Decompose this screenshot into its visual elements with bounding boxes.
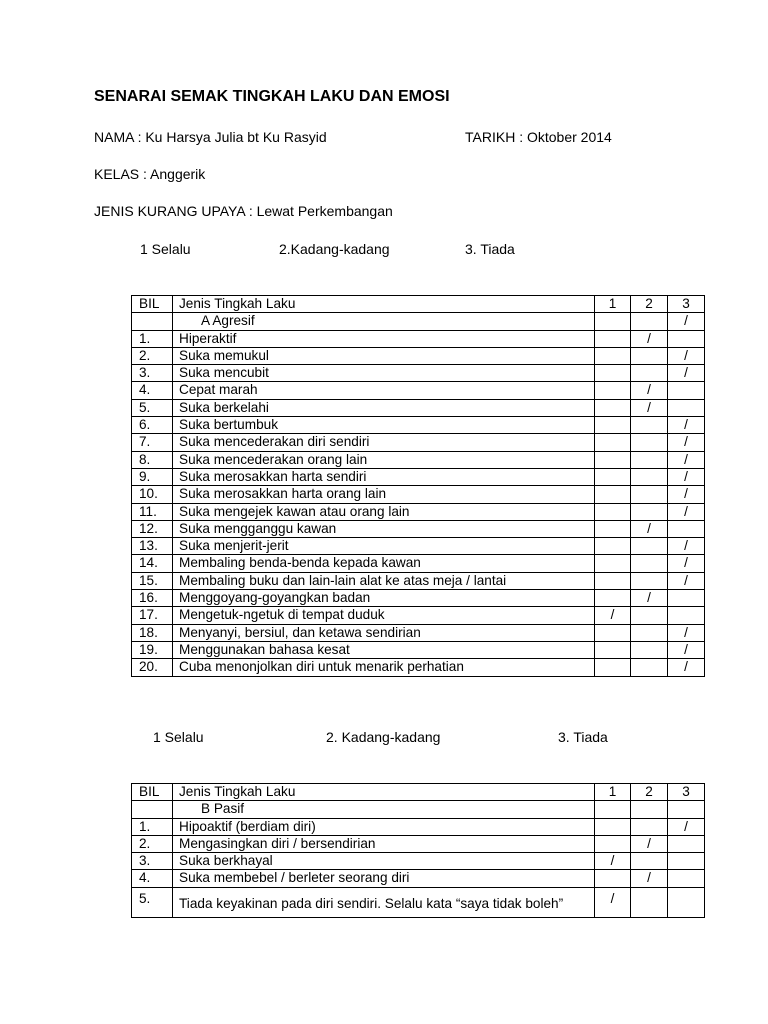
row-mark-2 [631, 818, 668, 835]
row-mark-2 [631, 417, 668, 434]
row-item: Suka mencederakan diri sendiri [173, 434, 595, 451]
row-mark-1: / [595, 607, 631, 624]
row-mark-2 [631, 503, 668, 520]
row-mark-2 [631, 347, 668, 364]
section-label: B Pasif [173, 801, 595, 818]
row-mark-2: / [631, 520, 668, 537]
row-mark-3: / [668, 641, 705, 658]
row-bil: 8. [132, 451, 173, 468]
row-item: Membaling buku dan lain-lain alat ke atas meja / lantai [173, 572, 595, 589]
header-bil: BIL [132, 784, 173, 801]
legend2-selalu: 1 Selalu [153, 729, 204, 745]
table-row [132, 538, 705, 555]
row-mark-1 [595, 659, 631, 676]
table-row [132, 503, 705, 520]
row-mark-2: / [631, 399, 668, 416]
row-mark-1 [595, 434, 631, 451]
row-mark-2: / [631, 330, 668, 347]
row-mark-3 [668, 870, 705, 887]
row-bil: 18. [132, 624, 173, 641]
row-mark-2 [631, 434, 668, 451]
row-item: Suka berkelahi [173, 399, 595, 416]
row-bil: 20. [132, 659, 173, 676]
row-bil: 2. [132, 835, 173, 852]
row-mark-3 [668, 887, 705, 917]
row-mark-1 [595, 572, 631, 589]
tarikh-field: TARIKH : Oktober 2014 [465, 129, 612, 145]
row-bil: 15. [132, 572, 173, 589]
row-bil: 14. [132, 555, 173, 572]
table-row [132, 818, 705, 835]
row-mark-3 [668, 590, 705, 607]
row-mark-1 [595, 555, 631, 572]
row-mark-3: / [668, 347, 705, 364]
table-row [132, 520, 705, 537]
row-mark-2 [631, 365, 668, 382]
header-col-2: 2 [631, 296, 668, 313]
table-row [132, 399, 705, 416]
table-row [132, 417, 705, 434]
row-bil: 3. [132, 853, 173, 870]
row-bil: 3. [132, 365, 173, 382]
row-mark-3: / [668, 486, 705, 503]
row-bil: 6. [132, 417, 173, 434]
table-row [132, 624, 705, 641]
row-mark-2 [631, 641, 668, 658]
row-mark-2 [631, 555, 668, 572]
row-bil: 1. [132, 818, 173, 835]
row-mark-1 [595, 365, 631, 382]
table-row [132, 887, 705, 917]
legend2-kadang-kadang: 2. Kadang-kadang [326, 729, 441, 745]
document-title: SENARAI SEMAK TINGKAH LAKU DAN EMOSI [94, 88, 450, 105]
row-mark-2: / [631, 870, 668, 887]
row-mark-1 [595, 399, 631, 416]
section-mark-1 [595, 313, 631, 330]
row-item: Suka menjerit-jerit [173, 538, 595, 555]
row-mark-1 [595, 590, 631, 607]
row-item: Mengetuk-ngetuk di tempat duduk [173, 607, 595, 624]
row-bil: 10. [132, 486, 173, 503]
row-item: Menggunakan bahasa kesat [173, 641, 595, 658]
row-mark-2 [631, 887, 668, 917]
row-mark-1 [595, 486, 631, 503]
legend-tiada: 3. Tiada [465, 241, 515, 257]
table-header-row [132, 784, 705, 801]
table-row [132, 365, 705, 382]
row-mark-2: / [631, 835, 668, 852]
table-row [132, 434, 705, 451]
row-mark-3: / [668, 538, 705, 555]
row-item: Suka mengejek kawan atau orang lain [173, 503, 595, 520]
row-mark-1 [595, 451, 631, 468]
row-item: Suka membebel / berleter seorang diri [173, 870, 595, 887]
table-row [132, 382, 705, 399]
row-mark-3 [668, 607, 705, 624]
row-mark-2: / [631, 590, 668, 607]
nama-field: NAMA : Ku Harsya Julia bt Ku Rasyid [94, 129, 327, 145]
table-row [132, 870, 705, 887]
table-row [132, 347, 705, 364]
row-mark-3: / [668, 434, 705, 451]
row-mark-1 [595, 520, 631, 537]
row-item: Membaling benda-benda kepada kawan [173, 555, 595, 572]
table-row [132, 486, 705, 503]
section-row-agresif [132, 313, 705, 330]
row-mark-2 [631, 538, 668, 555]
row-mark-1 [595, 330, 631, 347]
row-mark-2 [631, 853, 668, 870]
header-col-2: 2 [631, 784, 668, 801]
row-item: Cuba menonjolkan diri untuk menarik perhatian [173, 659, 595, 676]
row-mark-3: / [668, 451, 705, 468]
row-mark-3: / [668, 818, 705, 835]
row-mark-3: / [668, 365, 705, 382]
row-bil: 4. [132, 382, 173, 399]
row-mark-3: / [668, 572, 705, 589]
legend2-tiada: 3. Tiada [558, 729, 608, 745]
table-row [132, 590, 705, 607]
jenis-kurang-upaya-field: JENIS KURANG UPAYA : Lewat Perkembangan [94, 203, 393, 219]
row-mark-2 [631, 468, 668, 485]
row-mark-1 [595, 870, 631, 887]
row-item: Menggoyang-goyangkan badan [173, 590, 595, 607]
row-item: Suka merosakkan harta orang lain [173, 486, 595, 503]
table-row [132, 853, 705, 870]
row-mark-2 [631, 451, 668, 468]
row-bil: 17. [132, 607, 173, 624]
row-bil: 7. [132, 434, 173, 451]
row-item: Suka bertumbuk [173, 417, 595, 434]
row-bil: 19. [132, 641, 173, 658]
row-mark-1 [595, 624, 631, 641]
row-mark-1 [595, 382, 631, 399]
legend-kadang-kadang: 2.Kadang-kadang [279, 241, 390, 257]
row-bil: 1. [132, 330, 173, 347]
row-item: Hipoaktif (berdiam diri) [173, 818, 595, 835]
row-item: Tiada keyakinan pada diri sendiri. Selalu kata “saya tidak boleh” [173, 887, 595, 917]
row-mark-2: / [631, 382, 668, 399]
row-item: Suka mencubit [173, 365, 595, 382]
table-row [132, 572, 705, 589]
row-item: Menyanyi, bersiul, dan ketawa sendirian [173, 624, 595, 641]
section-mark-3: / [668, 313, 705, 330]
row-item: Suka mengganggu kawan [173, 520, 595, 537]
row-mark-2 [631, 572, 668, 589]
row-mark-2 [631, 607, 668, 624]
row-mark-3: / [668, 555, 705, 572]
header-col-1: 1 [595, 784, 631, 801]
checklist-table-agresif [131, 295, 705, 677]
header-jenis: Jenis Tingkah Laku [173, 296, 595, 313]
row-mark-3 [668, 853, 705, 870]
row-mark-3: / [668, 468, 705, 485]
table-row [132, 641, 705, 658]
table-row [132, 451, 705, 468]
row-mark-3 [668, 835, 705, 852]
row-mark-3: / [668, 503, 705, 520]
row-mark-1: / [595, 887, 631, 917]
row-mark-1 [595, 641, 631, 658]
table-row [132, 659, 705, 676]
section-mark-2 [631, 313, 668, 330]
header-col-3: 3 [668, 296, 705, 313]
table-row [132, 555, 705, 572]
header-col-1: 1 [595, 296, 631, 313]
row-mark-1 [595, 417, 631, 434]
row-item: Suka merosakkan harta sendiri [173, 468, 595, 485]
table-row [132, 468, 705, 485]
row-mark-1 [595, 835, 631, 852]
legend-selalu: 1 Selalu [140, 241, 191, 257]
row-mark-2 [631, 659, 668, 676]
table-header-row [132, 296, 705, 313]
row-bil: 4. [132, 870, 173, 887]
row-mark-2 [631, 624, 668, 641]
row-item: Suka berkhayal [173, 853, 595, 870]
row-bil: 5. [132, 399, 173, 416]
table-row [132, 607, 705, 624]
row-bil: 12. [132, 520, 173, 537]
header-col-3: 3 [668, 784, 705, 801]
row-bil: 16. [132, 590, 173, 607]
row-mark-1 [595, 818, 631, 835]
row-bil: 11. [132, 503, 173, 520]
row-mark-2 [631, 486, 668, 503]
row-mark-3: / [668, 417, 705, 434]
row-bil: 2. [132, 347, 173, 364]
row-mark-3: / [668, 659, 705, 676]
row-mark-3 [668, 330, 705, 347]
checklist-table-pasif [131, 783, 705, 918]
row-mark-3: / [668, 624, 705, 641]
row-mark-1 [595, 347, 631, 364]
row-item: Cepat marah [173, 382, 595, 399]
header-jenis: Jenis Tingkah Laku [173, 784, 595, 801]
row-bil: 5. [132, 887, 173, 917]
row-mark-1 [595, 538, 631, 555]
row-mark-1: / [595, 853, 631, 870]
row-item: Mengasingkan diri / bersendirian [173, 835, 595, 852]
header-bil: BIL [132, 296, 173, 313]
row-item: Suka mencederakan orang lain [173, 451, 595, 468]
table-row [132, 330, 705, 347]
row-item: Hiperaktif [173, 330, 595, 347]
row-mark-1 [595, 503, 631, 520]
section-label: A Agresif [173, 313, 595, 330]
row-mark-3 [668, 399, 705, 416]
row-bil: 9. [132, 468, 173, 485]
row-mark-3 [668, 520, 705, 537]
row-bil: 13. [132, 538, 173, 555]
row-mark-3 [668, 382, 705, 399]
section-row-pasif [132, 801, 705, 818]
kelas-field: KELAS : Anggerik [94, 166, 206, 182]
row-item: Suka memukul [173, 347, 595, 364]
row-mark-1 [595, 468, 631, 485]
table-row [132, 835, 705, 852]
